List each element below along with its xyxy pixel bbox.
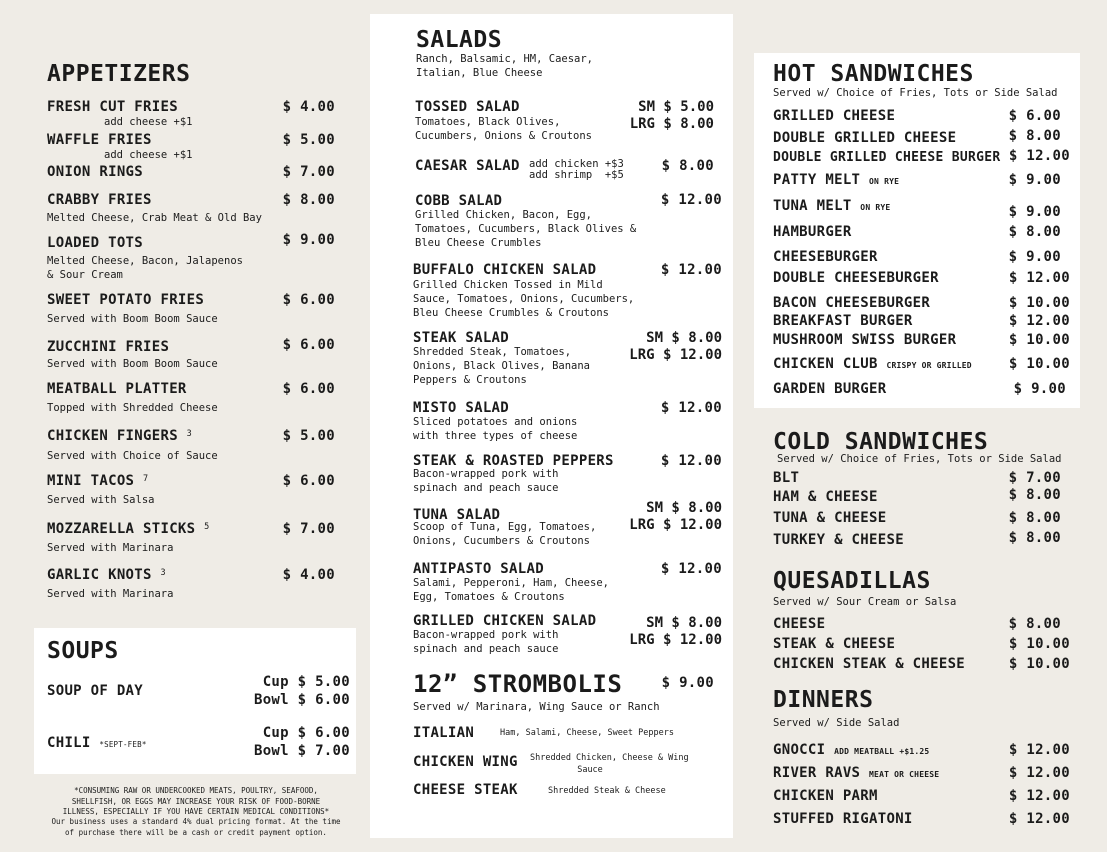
menu-item-price bbox=[600, 615, 722, 649]
menu-item-name-text: CHICKEN FINGERS bbox=[47, 428, 178, 444]
menu-item-desc: Tomatoes, Black Olives, bbox=[415, 116, 561, 128]
menu-item-name: DOUBLE GRILLED CHEESE BURGER bbox=[773, 150, 1001, 165]
salads-title: SALADS bbox=[416, 27, 503, 53]
hot-sandwiches-title: HOT SANDWICHES bbox=[773, 61, 974, 87]
menu-item-price: $ 6.00 bbox=[1008, 108, 1061, 124]
menu-item-desc: Topped with Shredded Cheese bbox=[47, 402, 218, 414]
menu-item-price: $ 7.00 bbox=[282, 164, 335, 180]
menu-item-note: MEAT OR CHEESE bbox=[869, 770, 940, 779]
menu-item-desc: Onions, Cucumbers & Croutons bbox=[413, 535, 591, 547]
menu-item-price: $ 9.00 bbox=[1013, 381, 1066, 397]
menu-item-name bbox=[47, 473, 148, 489]
menu-item-name: TOSSED SALAD bbox=[415, 99, 520, 115]
menu-item-desc: Bacon-wrapped pork with bbox=[413, 629, 559, 641]
add-on-note: add chicken +$3 bbox=[529, 158, 624, 170]
menu-item-desc: spinach and peach sauce bbox=[413, 482, 559, 494]
menu-item-desc bbox=[530, 752, 689, 776]
menu-item-desc: Shredded Steak & Cheese bbox=[548, 786, 666, 796]
appetizers-title: APPETIZERS bbox=[47, 61, 191, 87]
menu-item-desc: with three types of cheese bbox=[413, 430, 578, 442]
menu-item-desc: Egg, Tomatoes & Croutons bbox=[413, 591, 565, 603]
menu-item-price: $ 10.00 bbox=[1008, 356, 1070, 372]
menu-item-note: CRISPY OR GRILLED bbox=[886, 361, 972, 370]
menu-item-price: $ 7.00 bbox=[1008, 470, 1061, 486]
menu-item-desc: Scoop of Tuna, Egg, Tomatoes, bbox=[413, 521, 597, 533]
menu-item-name: STEAK SALAD bbox=[413, 330, 510, 346]
menu-item-name: BACON CHEESEBURGER bbox=[773, 295, 931, 311]
menu-item-name: STEAK & ROASTED PEPPERS bbox=[413, 453, 614, 469]
menu-item-name: ANTIPASTO SALAD bbox=[413, 561, 544, 577]
menu-item-name: GARDEN BURGER bbox=[773, 381, 887, 397]
cold-sandwiches-served: Served w/ Choice of Fries, Tots or Side Salad bbox=[777, 453, 1062, 465]
menu-item-price: $ 8.00 bbox=[1008, 530, 1061, 546]
menu-item-price: $ 6.00 bbox=[282, 381, 335, 397]
strombolis-price: $ 9.00 bbox=[661, 675, 714, 691]
menu-item-desc: spinach and peach sauce bbox=[413, 643, 559, 655]
menu-item-note: ADD MEATBALL +$1.25 bbox=[834, 747, 930, 756]
menu-item-name: TUNA SALAD bbox=[413, 507, 501, 523]
menu-item-desc: & Sour Cream bbox=[47, 269, 123, 281]
menu-item-price: $ 10.00 bbox=[1008, 656, 1070, 672]
menu-item-price: $ 10.00 bbox=[1008, 295, 1070, 311]
menu-item-name: STEAK & CHEESE bbox=[773, 636, 896, 652]
strombolis-title: 12” STROMBOLIS bbox=[413, 670, 623, 698]
menu-item-price: $ 8.00 bbox=[1008, 616, 1061, 632]
menu-item-name: WAFFLE FRIES bbox=[47, 132, 152, 148]
menu-item-name: FRESH CUT FRIES bbox=[47, 99, 178, 115]
menu-item-name-text: MINI TACOS bbox=[47, 473, 135, 489]
menu-item-name-text: GARLIC KNOTS bbox=[47, 567, 152, 583]
strombolis-served: Served w/ Marinara, Wing Sauce or Ranch bbox=[413, 701, 660, 713]
menu-item-name: TURKEY & CHEESE bbox=[773, 532, 904, 548]
menu-item-price: $ 8.00 bbox=[661, 158, 714, 174]
pricing-note bbox=[40, 817, 352, 838]
menu-item-desc: Served with Boom Boom Sauce bbox=[47, 313, 218, 325]
menu-item-price bbox=[600, 330, 722, 364]
piece-count: 3 bbox=[186, 429, 193, 439]
menu-item-name: DOUBLE GRILLED CHEESE bbox=[773, 130, 957, 146]
piece-count: 7 bbox=[143, 474, 149, 484]
menu-item-desc: Bleu Cheese Crumbles bbox=[415, 237, 542, 249]
season-note: *SEPT-FEB* bbox=[99, 740, 147, 749]
add-on-note: add shrimp +$5 bbox=[529, 169, 624, 181]
menu-item-name: DOUBLE CHEESEBURGER bbox=[773, 270, 939, 286]
menu-item-desc: Grilled Chicken Tossed in Mild bbox=[413, 279, 603, 291]
menu-item-desc: Served with Marinara bbox=[47, 588, 174, 600]
menu-item-price: $ 8.00 bbox=[282, 192, 335, 208]
menu-item-name bbox=[773, 172, 899, 188]
menu-item-price: Bowl $ 6.00 bbox=[253, 692, 350, 708]
warning-line: *CONSUMING RAW OR UNDERCOOKED MEATS, POULTRY, SEAFOOD, bbox=[74, 786, 318, 795]
menu-item-name bbox=[773, 765, 939, 781]
menu-item-name-text: PATTY MELT bbox=[773, 172, 861, 188]
quesadillas-title: QUESADILLAS bbox=[773, 568, 931, 594]
menu-item-name: MISTO SALAD bbox=[413, 400, 510, 416]
menu-item-price: $ 12.00 bbox=[1008, 788, 1070, 804]
menu-item-name: CRABBY FRIES bbox=[47, 192, 152, 208]
menu-item-price: Bowl $ 7.00 bbox=[253, 743, 350, 759]
menu-item-name: ITALIAN bbox=[413, 725, 475, 741]
menu-item-price: $ 9.00 bbox=[1008, 249, 1061, 265]
menu-item-price: $ 8.00 bbox=[1008, 128, 1061, 144]
menu-item-price: $ 7.00 bbox=[282, 521, 335, 537]
cold-sandwiches-title: COLD SANDWICHES bbox=[773, 429, 989, 455]
menu-item-desc: Served with Boom Boom Sauce bbox=[47, 358, 218, 370]
menu-item-desc: Salami, Pepperoni, Ham, Cheese, bbox=[413, 577, 609, 589]
menu-item-price: $ 12.00 bbox=[1008, 313, 1070, 329]
menu-item-name: CHICKEN PARM bbox=[773, 788, 878, 804]
menu-item-price bbox=[600, 99, 714, 133]
price-large: LRG $ 8.00 bbox=[629, 116, 714, 132]
menu-item-name: CAESAR SALAD bbox=[415, 158, 520, 174]
pricing-line: of purchase there will be a cash or credit payment option. bbox=[65, 827, 327, 837]
menu-item-name: ONION RINGS bbox=[47, 164, 144, 180]
piece-count: 5 bbox=[204, 522, 210, 532]
menu-item-price: Cup $ 5.00 bbox=[262, 674, 350, 690]
menu-item-name: ZUCCHINI FRIES bbox=[47, 339, 170, 355]
price-large: LRG $ 12.00 bbox=[629, 517, 722, 533]
menu-item-desc: Sliced potatoes and onions bbox=[413, 416, 578, 428]
menu-item-name: CHICKEN STEAK & CHEESE bbox=[773, 656, 966, 672]
menu-item-price: $ 10.00 bbox=[1008, 636, 1070, 652]
menu-item-name: SOUP OF DAY bbox=[47, 683, 144, 699]
menu-item-desc: Peppers & Croutons bbox=[413, 374, 527, 386]
menu-item-desc: Tomatoes, Cucumbers, Black Olives & bbox=[415, 223, 637, 235]
menu-item-name bbox=[47, 521, 210, 537]
menu-item-price bbox=[600, 500, 722, 534]
menu-item-name: STUFFED RIGATONI bbox=[773, 811, 913, 827]
menu-item-desc: Cucumbers, Onions & Croutons bbox=[415, 130, 593, 142]
menu-item-price: $ 6.00 bbox=[282, 292, 335, 308]
dinners-served: Served w/ Side Salad bbox=[773, 717, 900, 729]
menu-item-price: $ 12.00 bbox=[1008, 270, 1070, 286]
menu-item-name-text: MOZZARELLA STICKS bbox=[47, 521, 196, 537]
price-large: LRG $ 12.00 bbox=[629, 347, 722, 363]
menu-item-name-text: RIVER RAVS bbox=[773, 765, 861, 781]
menu-item-price: $ 4.00 bbox=[282, 567, 335, 583]
desc-line: Sauce bbox=[577, 765, 603, 775]
dinners-title: DINNERS bbox=[773, 687, 874, 713]
menu-item-name-text: CHICKEN CLUB bbox=[773, 356, 878, 372]
warning-line: ILLNESS, ESPECIALLY IF YOU HAVE CERTAIN MEDICAL CONDITIONS* bbox=[62, 807, 330, 816]
menu-item-price: $ 12.00 bbox=[1008, 742, 1070, 758]
menu-item-desc: Melted Cheese, Crab Meat & Old Bay bbox=[47, 212, 262, 224]
menu-item-price: $ 12.00 bbox=[1008, 811, 1070, 827]
menu-item-price: $ 5.00 bbox=[282, 132, 335, 148]
menu-item-name: TUNA & CHEESE bbox=[773, 510, 887, 526]
dressings: Ranch, Balsamic, HM, Caesar, bbox=[416, 53, 594, 65]
menu-item-name bbox=[773, 742, 929, 758]
desc-line: Shredded Chicken, Cheese & Wing bbox=[530, 753, 689, 763]
menu-item-desc: Bleu Cheese Crumbles & Croutons bbox=[413, 307, 609, 319]
warning-line: SHELLFISH, OR EGGS MAY INCREASE YOUR RISK OF FOOD-BORNE bbox=[71, 796, 321, 806]
menu-item-price: $ 10.00 bbox=[1008, 332, 1070, 348]
menu-item-name: CHEESE bbox=[773, 616, 826, 632]
menu-item-name bbox=[773, 198, 890, 214]
menu-item-desc: Melted Cheese, Bacon, Jalapenos bbox=[47, 255, 243, 267]
menu-item-name: LOADED TOTS bbox=[47, 235, 144, 251]
menu-item-desc: Served with Choice of Sauce bbox=[47, 450, 218, 462]
menu-item-name: MUSHROOM SWISS BURGER bbox=[773, 332, 957, 348]
menu-item-price: $ 12.00 bbox=[660, 262, 722, 278]
menu-item-desc: Onions, Black Olives, Banana bbox=[413, 360, 591, 372]
menu-item-price: $ 8.00 bbox=[1008, 510, 1061, 526]
menu-item-note: add cheese +$1 bbox=[104, 149, 193, 161]
menu-item-name: CHEESE STEAK bbox=[413, 782, 518, 798]
menu-item-price: $ 12.00 bbox=[1008, 148, 1070, 164]
menu-item-note: ON RYE bbox=[869, 177, 900, 186]
price-small: SM $ 8.00 bbox=[646, 500, 722, 516]
menu-item-name: COBB SALAD bbox=[415, 193, 503, 209]
menu-item-name: HAMBURGER bbox=[773, 224, 852, 240]
menu-item-name-text: TUNA MELT bbox=[773, 198, 852, 214]
soups-title: SOUPS bbox=[47, 638, 119, 664]
dressings: Italian, Blue Cheese bbox=[416, 67, 543, 79]
menu-item-price: $ 9.00 bbox=[1008, 172, 1061, 188]
quesadillas-served: Served w/ Sour Cream or Salsa bbox=[773, 596, 957, 608]
menu-item-price: $ 9.00 bbox=[282, 232, 335, 248]
menu-item-name: GRILLED CHEESE bbox=[773, 108, 896, 124]
menu-item-name: HAM & CHEESE bbox=[773, 489, 878, 505]
menu-item-price: $ 8.00 bbox=[1008, 224, 1061, 240]
hot-sandwiches-served: Served w/ Choice of Fries, Tots or Side Salad bbox=[773, 87, 1058, 99]
menu-item-name: CHICKEN WING bbox=[413, 754, 518, 770]
menu-item-name-text: GNOCCI bbox=[773, 742, 826, 758]
menu-item-name bbox=[773, 356, 972, 372]
menu-item-price: $ 5.00 bbox=[282, 428, 335, 444]
menu-item-name: BREAKFAST BURGER bbox=[773, 313, 913, 329]
menu-item-price: $ 12.00 bbox=[660, 453, 722, 469]
menu-item-name: SWEET POTATO FRIES bbox=[47, 292, 205, 308]
menu-item-name: CHEESEBURGER bbox=[773, 249, 878, 265]
menu-item-name bbox=[47, 735, 147, 751]
menu-item-name: BLT bbox=[773, 470, 800, 486]
menu-item-price: $ 4.00 bbox=[282, 99, 335, 115]
menu-item-desc: Bacon-wrapped pork with bbox=[413, 468, 559, 480]
consumer-warning bbox=[40, 786, 352, 818]
menu-item-name: MEATBALL PLATTER bbox=[47, 381, 187, 397]
pricing-line: Our business uses a standard 4% dual pricing format. At the time bbox=[51, 817, 341, 826]
piece-count: 3 bbox=[160, 568, 166, 578]
menu-item-desc: Served with Salsa bbox=[47, 494, 155, 506]
menu-item-note: ON RYE bbox=[860, 203, 891, 212]
menu-item-name: GRILLED CHICKEN SALAD bbox=[413, 613, 597, 629]
menu-item-price: $ 12.00 bbox=[660, 192, 722, 208]
menu-item-desc: Shredded Steak, Tomatoes, bbox=[413, 346, 572, 358]
menu-item-price: $ 12.00 bbox=[1008, 765, 1070, 781]
menu-item-desc: Served with Marinara bbox=[47, 542, 174, 554]
menu-item-note: add cheese +$1 bbox=[104, 116, 193, 128]
menu-item-desc: Grilled Chicken, Bacon, Egg, bbox=[415, 209, 593, 221]
menu-item-price: $ 6.00 bbox=[282, 337, 335, 353]
price-small: SM $ 8.00 bbox=[646, 615, 722, 631]
menu-item-name-text: CHILI bbox=[47, 735, 91, 751]
menu-item-desc: Sauce, Tomatoes, Onions, Cucumbers, bbox=[413, 293, 635, 305]
menu-item-desc: Ham, Salami, Cheese, Sweet Peppers bbox=[500, 728, 674, 738]
menu-item-name bbox=[47, 428, 192, 444]
menu-item-price: $ 6.00 bbox=[282, 473, 335, 489]
price-large: LRG $ 12.00 bbox=[629, 632, 722, 648]
menu-item-name: BUFFALO CHICKEN SALAD bbox=[413, 262, 597, 278]
menu-item-price: $ 12.00 bbox=[660, 561, 722, 577]
price-small: SM $ 8.00 bbox=[646, 330, 722, 346]
menu-item-name bbox=[47, 567, 166, 583]
price-small: SM $ 5.00 bbox=[638, 99, 714, 115]
menu-item-price: Cup $ 6.00 bbox=[262, 725, 350, 741]
menu-item-price: $ 8.00 bbox=[1008, 487, 1061, 503]
menu-item-price: $ 12.00 bbox=[660, 400, 722, 416]
menu-item-price: $ 9.00 bbox=[1008, 204, 1061, 220]
